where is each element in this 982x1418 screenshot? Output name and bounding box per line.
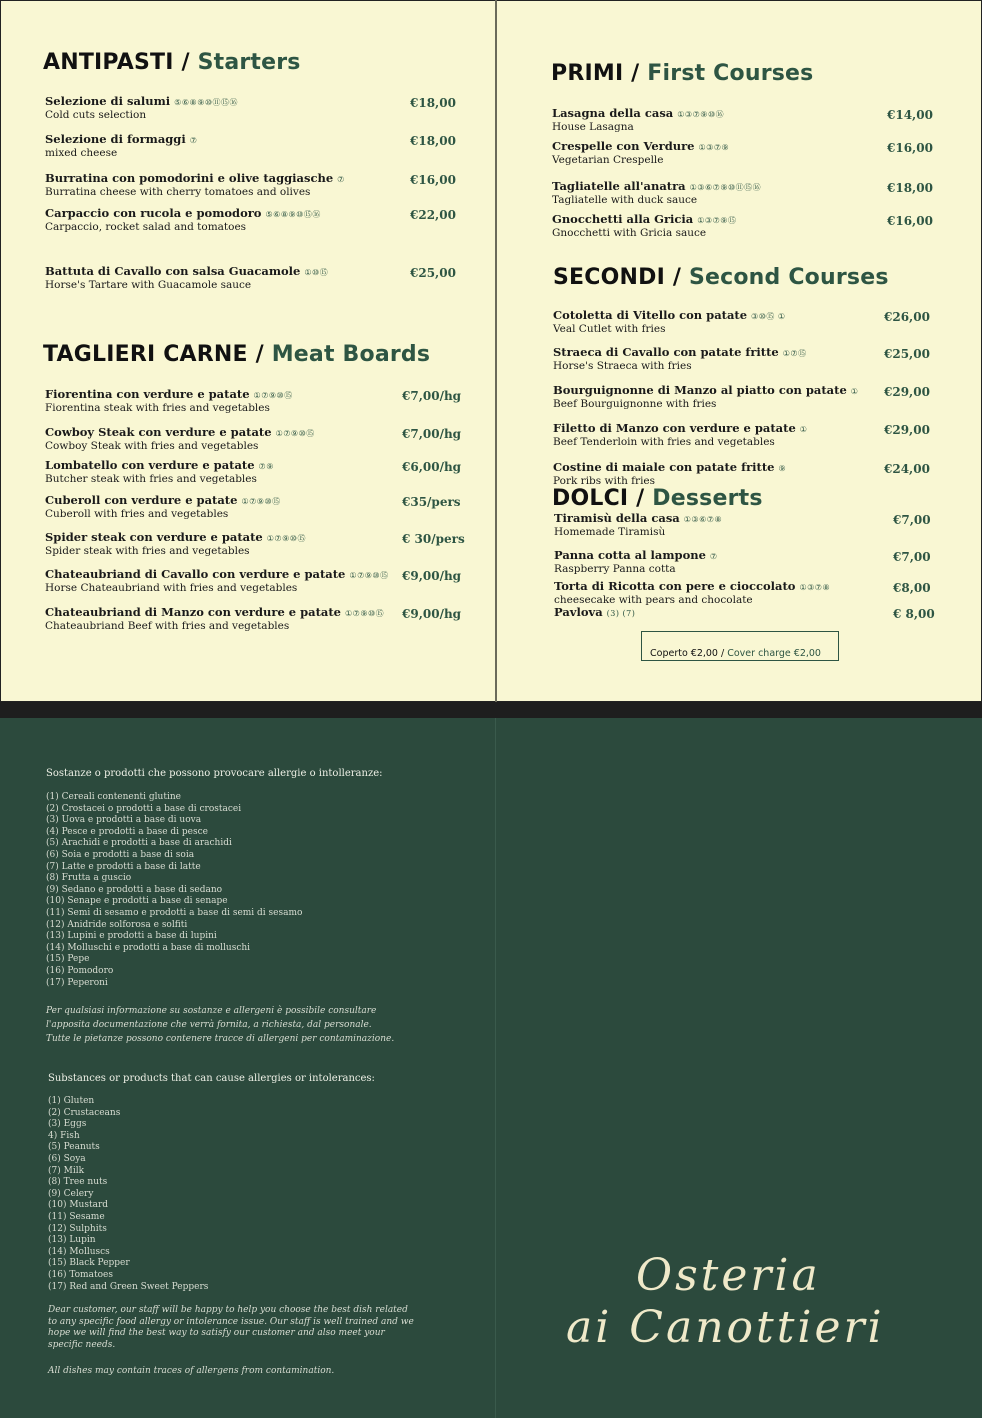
menu-item-description: Vegetarian Crespelle	[552, 154, 664, 166]
menu-item-allergens: ①⑦⑨⑩⑮	[241, 497, 281, 506]
menu-item-name	[45, 172, 345, 186]
allergen-note-line: Dear customer, our staff will be happy to help you choose the best dish related	[48, 1305, 408, 1315]
allergen-entry: (3) Eggs	[48, 1119, 87, 1130]
menu-item-title: Fiorentina con verdure e patate	[45, 387, 250, 401]
menu-item-title: Cotoletta di Vitello con patate	[553, 308, 748, 322]
section-title-taglieri	[43, 342, 430, 367]
menu-item-allergens: ①③⑦⑧	[799, 583, 831, 592]
menu-item-description: Horse Chateaubriand with fries and vegetables	[45, 582, 298, 594]
menu-item-name	[552, 213, 736, 227]
menu-item-name	[553, 461, 786, 475]
menu-item-description: Raspberry Panna cotta	[554, 563, 676, 575]
menu-item-description: Horse's Straeca with fries	[553, 360, 692, 372]
menu-item	[45, 388, 293, 414]
menu-item-description: Burratina cheese with cherry tomatoes and olives	[45, 186, 311, 198]
menu-item-title: Crespelle con Verdure	[552, 139, 695, 153]
menu-item-title: Carpaccio con rucola e pomodoro	[45, 206, 262, 220]
menu-item-title: Burratina con pomodorini e olive taggiasche	[45, 171, 334, 185]
menu-item-description: Cowboy Steak with fries and vegetables	[45, 440, 259, 452]
menu-item-allergens: ①⑦⑨⑩⑮	[266, 534, 306, 543]
menu-item-name	[552, 140, 729, 154]
menu-item-title: Torta di Ricotta con pere e cioccolato	[554, 579, 796, 593]
allergen-entry: (10) Senape e prodotti a base di senape	[46, 896, 228, 907]
menu-item-allergens: ①⑦⑨⑩⑮	[344, 609, 385, 618]
allergen-entry: (15) Pepe	[46, 954, 90, 965]
menu-item-price: €29,00	[884, 423, 930, 437]
menu-item-name	[45, 459, 274, 473]
menu-item-price: € 8,00	[893, 607, 935, 621]
section-title-en: Desserts	[652, 486, 763, 511]
menu-item-title: Lombatello con verdure e patate	[45, 458, 255, 472]
allergen-entry: (14) Molluscs	[48, 1246, 110, 1257]
menu-item-name	[553, 384, 858, 398]
brand-line-2: ai Canottieri	[566, 1302, 885, 1353]
allergen-note-line: to any specific food allergy or intolerance issue. Our staff is well trained and we	[48, 1316, 414, 1327]
menu-item-price: €7,00/hg	[402, 389, 462, 403]
menu-item-price: €22,00	[410, 208, 456, 222]
menu-item-description: Homemade Tiramisù	[554, 526, 666, 538]
menu-item-price: €14,00	[887, 108, 933, 122]
menu-item	[552, 140, 729, 166]
allergen-note-line: specific needs.	[48, 1339, 116, 1350]
menu-item	[552, 107, 724, 133]
allergens-it-list	[46, 792, 302, 989]
menu-item-name	[554, 606, 635, 620]
menu-item-allergens: ①	[799, 425, 808, 434]
allergen-entry: (8) Tree nuts	[48, 1177, 108, 1188]
section-title-antipasti	[43, 50, 301, 75]
brand-line-1: Osteria	[636, 1250, 821, 1301]
menu-item-name	[45, 568, 389, 582]
menu-item-price: €8,00	[893, 581, 931, 595]
menu-item-name	[553, 309, 786, 323]
allergen-entry: (16) Tomatoes	[48, 1269, 113, 1280]
menu-item-title: Cowboy Steak con verdure e patate	[45, 425, 272, 439]
allergen-entry: (13) Lupini e prodotti a base di lupini	[46, 931, 217, 942]
menu-item-title: Cuberoll con verdure e patate	[45, 493, 238, 507]
menu-item-price: €6,00/hg	[402, 460, 462, 474]
menu-item	[553, 309, 786, 335]
menu-item-title: Chateaubriand di Cavallo con verdure e patate	[45, 567, 346, 581]
menu-item-description: Pork ribs with fries	[553, 475, 656, 487]
allergen-entry: (4) Pesce e prodotti a base di pesce	[46, 826, 208, 837]
menu-item-name	[45, 265, 328, 279]
section-title-it: PRIMI /	[551, 61, 640, 86]
menu-item	[45, 531, 306, 557]
menu-item	[554, 549, 718, 575]
menu-item	[553, 461, 786, 487]
menu-item-price: €18,00	[410, 96, 456, 110]
menu-item-allergens: ①③⑦⑨	[698, 143, 730, 152]
allergen-entry: (5) Peanuts	[48, 1142, 100, 1153]
allergen-note-line: Per qualsiasi informazione su sostanze e allergeni è possibile consultare	[46, 1006, 377, 1016]
menu-item-description: Veal Cutlet with fries	[553, 323, 666, 335]
menu-item-allergens: ①⑦⑨⑩⑮	[253, 391, 293, 400]
menu-item-price: €16,00	[887, 141, 933, 155]
allergen-entry: (14) Molluschi e prodotti a base di molluschi	[46, 942, 251, 953]
allergens-en-list	[48, 1096, 208, 1293]
menu-item-allergens: ⑨	[778, 464, 787, 473]
allergens-en-note	[48, 1305, 414, 1351]
menu-item-allergens: ①③⑦⑨⑮	[697, 216, 737, 225]
menu-item-name	[553, 346, 807, 360]
menu-item-price: €18,00	[887, 181, 933, 195]
menu-item-name	[553, 422, 807, 436]
menu-item	[45, 459, 274, 485]
allergen-entry: (9) Celery	[48, 1188, 94, 1199]
allergen-entry: (2) Crustaceans	[48, 1107, 121, 1118]
menu-item-name	[552, 180, 761, 194]
menu-item-description: Spider steak with fries and vegetables	[45, 545, 250, 557]
menu-item-allergens: ⑦	[337, 175, 345, 184]
menu-item	[45, 426, 315, 452]
menu-item	[45, 172, 345, 198]
menu-item-title: Filetto di Manzo con verdure e patate	[553, 421, 796, 435]
menu-item-price: €18,00	[410, 134, 456, 148]
menu-item-price: €24,00	[884, 462, 930, 476]
menu-item	[45, 494, 281, 520]
menu-item-title: Costine di maiale con patate fritte	[553, 460, 775, 474]
allergen-entry: (9) Sedano e prodotti a base di sedano	[46, 884, 223, 895]
menu-item-description: House Lasagna	[552, 121, 634, 133]
menu-item-allergens: ①③⑦⑨⑩⑯	[677, 110, 725, 119]
cover-charge-it: Coperto €2,00 /	[650, 648, 725, 659]
cover-charge-box	[641, 631, 839, 661]
allergen-entry: (16) Pomodoro	[46, 965, 114, 976]
allergen-note-line: hope we will find the best way to satisfy our customer and also meet your	[48, 1328, 385, 1338]
allergen-entry: (11) Semi di sesamo e prodotti a base di semi di sesamo	[46, 907, 303, 918]
section-title-dolci	[552, 486, 763, 511]
allergen-note-line: Tutte le pietanze possono contenere tracce di allergeni per contaminazione.	[46, 1034, 395, 1044]
menu-item-allergens: ①⑩⑮	[304, 268, 329, 277]
menu-item-title: Selezione di formaggi	[45, 132, 186, 146]
menu-item-title: Pavlova	[554, 605, 603, 619]
menu-item-title: Tiramisù della casa	[554, 511, 680, 525]
menu-item	[554, 606, 635, 620]
menu-item-title: Selezione di salumi	[45, 94, 171, 108]
menu-item-title: Bourguignonne di Manzo al piatto con patate	[553, 383, 847, 397]
menu-item-description: Beef Tenderloin with fries and vegetables	[553, 436, 775, 448]
menu-item-name	[45, 207, 321, 221]
menu-item-allergens: ⑦	[189, 136, 198, 145]
allergen-entry: (17) Peperoni	[46, 977, 108, 988]
menu-item-price: €9,00/hg	[402, 607, 462, 621]
allergen-entry: (2) Crostacei o prodotti a base di crostacei	[46, 803, 242, 814]
menu-item	[45, 568, 389, 594]
menu-item-title: Panna cotta al lampone	[554, 548, 706, 562]
allergen-entry: (1) Gluten	[48, 1096, 95, 1106]
menu-item	[552, 213, 736, 239]
menu-item-allergens: ①⑦⑮	[782, 349, 807, 358]
menu-item-description: Beef Bourguignonne with fries	[553, 398, 717, 410]
allergen-entry: (7) Latte e prodotti a base di latte	[46, 861, 201, 872]
allergen-entry: (6) Soya	[48, 1153, 86, 1164]
menu-item-price: €25,00	[410, 266, 456, 280]
menu-item-allergens: ①	[850, 387, 859, 396]
menu-item-description: Horse's Tartare with Guacamole sauce	[45, 279, 252, 291]
allergen-entry: (17) Red and Green Sweet Peppers	[48, 1281, 209, 1292]
menu-item-description: Tagliatelle with duck sauce	[552, 194, 698, 206]
menu-item-name	[45, 133, 197, 147]
menu-item-name	[554, 549, 718, 563]
allergen-note-line: l'apposita documentazione che verrà fornita, a richiesta, dal personale.	[46, 1020, 372, 1030]
allergen-entry: (13) Lupin	[48, 1235, 96, 1246]
menu-item-price: €7,00/hg	[402, 427, 462, 441]
menu-item-description: Fiorentina steak with fries and vegetables	[45, 402, 270, 414]
cover-charge-en: Cover charge €2,00	[727, 648, 821, 659]
menu-item-allergens: ⑤⑥⑧⑨⑩⑪⑮⑯	[174, 98, 239, 107]
menu-item-price: €16,00	[410, 173, 456, 187]
menu-item-title: Gnocchetti alla Gricia	[552, 212, 694, 226]
menu-item	[553, 346, 807, 372]
menu-item	[552, 180, 761, 206]
menu-item-description: Butcher steak with fries and vegetables	[45, 473, 257, 485]
menu-item-name	[554, 512, 722, 526]
menu-item	[553, 422, 807, 448]
section-title-it: SECONDI /	[553, 265, 682, 290]
menu-item-description: Gnocchetti with Gricia sauce	[552, 227, 707, 239]
menu-item	[45, 606, 384, 632]
menu-item-allergens: ①⑦⑨⑩⑮	[275, 429, 315, 438]
allergen-entry: (5) Arachidi e prodotti a base di arachidi	[46, 838, 232, 849]
menu-item	[45, 207, 321, 233]
section-title-en: Second Courses	[688, 265, 889, 290]
menu-item-name	[45, 494, 281, 508]
menu-item-price: € 30/pers	[402, 532, 465, 546]
menu-item	[553, 384, 858, 410]
menu-item-allergens: ①③⑥⑦⑧	[683, 515, 723, 524]
menu-item-allergens: ①⑦⑨⑩⑮	[349, 571, 389, 580]
allergen-entry: (15) Black Pepper	[48, 1258, 130, 1269]
section-title-en: First Courses	[647, 61, 814, 86]
allergen-entry: (7) Milk	[48, 1165, 85, 1176]
menu-item-allergens: ⑦⑨	[258, 462, 274, 471]
menu-item-name	[45, 388, 293, 402]
menu-item-description: Chateaubriand Beef with fries and vegetables	[45, 620, 290, 632]
page-fold-bottom	[495, 718, 496, 1418]
menu-item-allergens: ③⑩⑮ ①	[751, 312, 786, 321]
section-title-primi	[551, 61, 813, 86]
allergen-entry: (8) Frutta a guscio	[46, 873, 132, 884]
menu-item-description: Cold cuts selection	[45, 109, 147, 121]
menu-item-price: €16,00	[887, 214, 933, 228]
menu-item-allergens: ⑤⑥⑧⑨⑩⑮⑯	[265, 210, 321, 219]
menu-item-price: €35/pers	[402, 495, 461, 509]
allergens-en-heading: Substances or products that can cause allergies or intolerances:	[48, 1073, 375, 1084]
menu-item-price: €26,00	[884, 310, 930, 324]
allergen-entry: (12) Anidride solforosa e solfiti	[46, 919, 188, 930]
menu-item	[45, 95, 238, 121]
menu-item-name	[45, 95, 238, 109]
menu-item-allergens: ⑦	[709, 552, 718, 561]
menu-item-description: Cuberoll with fries and vegetables	[45, 508, 229, 520]
menu-item-price: €7,00	[893, 513, 931, 527]
menu-item-name	[45, 531, 306, 545]
allergen-entry: (6) Soia e prodotti a base di soia	[46, 849, 195, 860]
allergens-it-note	[46, 1004, 394, 1046]
menu-item-allergens: (3) (7)	[606, 609, 636, 618]
allergen-entry: 4) Fish	[48, 1130, 80, 1141]
menu-item-title: Spider steak con verdure e patate	[45, 530, 263, 544]
section-title-it: DOLCI /	[552, 486, 645, 511]
section-title-it: ANTIPASTI /	[43, 50, 190, 75]
menu-item-title: Straeca di Cavallo con patate fritte	[553, 345, 779, 359]
menu-item-price: €9,00/hg	[402, 569, 462, 583]
allergen-entry: (3) Uova e prodotti a base di uova	[46, 815, 202, 826]
menu-item	[554, 580, 830, 606]
allergen-entry: (1) Cereali contenenti glutine	[46, 792, 181, 802]
menu-item-allergens: ①③⑥⑦⑨⑩⑪⑮⑯	[689, 183, 762, 192]
menu-item-name	[45, 426, 315, 440]
section-title-it: TAGLIERI CARNE /	[43, 342, 264, 367]
section-title-secondi	[553, 265, 889, 290]
menu-item-title: Chateaubriand di Manzo con verdure e patate	[45, 605, 341, 619]
allergen-entry: (10) Mustard	[48, 1200, 109, 1211]
menu-item-price: €25,00	[884, 347, 930, 361]
menu-item-description: Carpaccio, rocket salad and tomatoes	[45, 221, 247, 233]
menu-item	[45, 133, 197, 159]
menu-item-title: Lasagna della casa	[552, 106, 674, 120]
section-title-en: Meat Boards	[271, 342, 431, 367]
allergens-en-footer: All dishes may contain traces of allergens from contamination.	[48, 1366, 335, 1376]
menu-item	[554, 512, 722, 538]
allergen-entry: (11) Sesame	[48, 1211, 105, 1222]
menu-item-description: cheesecake with pears and chocolate	[554, 594, 753, 606]
section-title-en: Starters	[197, 50, 301, 75]
menu-item-title: Battuta di Cavallo con salsa Guacamole	[45, 264, 301, 278]
allergens-it-heading: Sostanze o prodotti che possono provocare allergie o intolleranze:	[46, 768, 383, 779]
menu-item-name	[552, 107, 724, 121]
menu-item-price: €7,00	[893, 550, 931, 564]
allergen-entry: (12) Sulphits	[48, 1223, 107, 1234]
menu-item-description: mixed cheese	[45, 147, 118, 159]
menu-item-name	[554, 580, 830, 594]
menu-item-price: €29,00	[884, 385, 930, 399]
menu-item-name	[45, 606, 384, 620]
menu-item	[45, 265, 328, 291]
page-fold	[495, 0, 497, 702]
menu-item-title: Tagliatelle all'anatra	[552, 179, 686, 193]
